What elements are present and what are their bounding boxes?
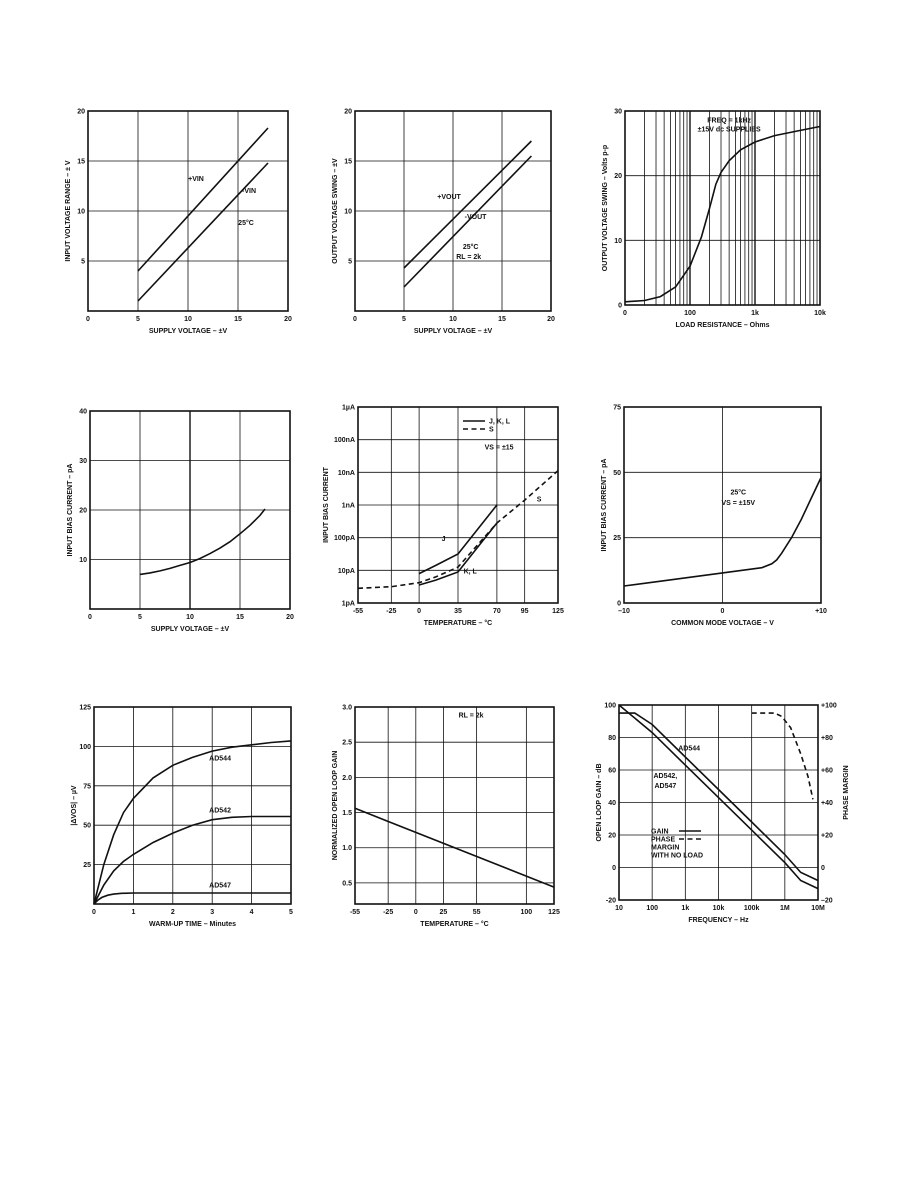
chart-7	[71, 705, 293, 929]
y-tick-label: 100	[79, 743, 91, 751]
y-tick-label: 100	[604, 702, 616, 710]
y-tick-label: 30	[79, 458, 87, 465]
y-axis-label: INPUT BIAS CURRENT – pA	[601, 458, 608, 552]
y-right-tick-label: +80	[821, 735, 833, 742]
grid	[94, 707, 291, 904]
x-tick-label: 15	[236, 614, 244, 621]
y-tick-label: 1nA	[341, 502, 355, 510]
annotation: 25°C	[462, 244, 479, 251]
annotation: 25°C	[730, 489, 747, 497]
chart-3	[602, 109, 826, 330]
plot-frame	[94, 707, 291, 904]
x-tick-label: 0	[353, 316, 357, 323]
x-axis-label: SUPPLY VOLTAGE – ±V	[413, 328, 493, 335]
y-tick-label: 30	[614, 108, 622, 116]
y-tick-label: -20	[605, 897, 616, 905]
y-tick-label: 1.5	[342, 810, 352, 818]
y-right-tick-label: –20	[821, 897, 833, 905]
y-tick-label: 0	[618, 302, 622, 310]
y-tick-label: 5	[81, 258, 85, 266]
x-tick-label: 55	[472, 909, 481, 916]
x-tick-label: 5	[136, 316, 140, 323]
y-tick-label: 1pA	[341, 600, 355, 608]
x-tick-label: 3	[210, 909, 215, 916]
grid	[90, 411, 290, 609]
x-tick-label: 100	[684, 310, 696, 317]
series-line-vout	[404, 156, 531, 287]
y-tick-label: 10	[79, 557, 87, 564]
x-tick-label: -25	[386, 608, 397, 615]
x-tick-label: 125	[548, 909, 560, 916]
y-tick-label: 0	[617, 600, 621, 608]
x-axis-label: COMMON MODE VOLTAGE – V	[671, 620, 774, 627]
annotation: K, L	[463, 568, 477, 576]
y-tick-label: 50	[83, 822, 91, 830]
y-tick-label: 10	[77, 208, 85, 216]
x-tick-label: 5	[138, 614, 142, 621]
x-tick-label: 10	[186, 614, 194, 621]
chart-2	[332, 109, 555, 336]
annotation: AD547	[654, 782, 677, 790]
x-axis-label: LOAD RESISTANCE – Ohms	[675, 322, 770, 329]
y-axis-label: OUTPUT VOLTAGE SWING – Volts p-p	[602, 144, 609, 272]
annotation: AD544	[678, 745, 701, 753]
x-tick-label: 0	[92, 909, 96, 916]
y-tick-label: 40	[79, 408, 87, 416]
x-tick-label: 125	[552, 608, 564, 615]
grid	[88, 111, 288, 311]
legend	[463, 419, 511, 434]
x-tick-label: 5	[402, 316, 406, 323]
chart-9	[596, 703, 850, 925]
x-axis-label: SUPPLY VOLTAGE – ±V	[148, 328, 228, 335]
y-tick-label: 125	[79, 704, 91, 712]
series-line-ad547	[94, 893, 291, 904]
x-tick-label: 100k	[743, 905, 760, 912]
x-tick-label: 5	[289, 909, 293, 916]
annotation: RL = 2k	[458, 712, 484, 720]
x-tick-label: 15	[234, 316, 242, 323]
x-tick-label: 95	[520, 608, 529, 615]
x-axis-label: TEMPERATURE – °C	[420, 921, 489, 928]
y-tick-label: 75	[83, 783, 91, 791]
x-axis-label: WARM-UP TIME – Minutes	[149, 921, 236, 928]
y-axis-label: INPUT VOLTAGE RANGE – ± V	[65, 160, 72, 262]
annotation: -VOUT	[464, 214, 487, 221]
x-tick-label: 10	[449, 316, 457, 323]
y-axis-label-right: PHASE MARGIN	[843, 765, 850, 820]
y-tick-label: 3.0	[342, 704, 352, 712]
x-tick-label: 100	[520, 909, 533, 916]
annotation: RL = 2k	[456, 254, 482, 261]
y-tick-label: 20	[608, 832, 616, 840]
y-tick-label: 50	[613, 469, 621, 477]
annotation: VS = ±15	[484, 444, 514, 452]
series-line-ad542	[94, 817, 291, 905]
y-tick-label: 25	[613, 535, 621, 543]
x-tick-label: 15	[498, 316, 506, 323]
y-right-tick-label: +20	[821, 832, 833, 840]
x-tick-label: 2	[170, 909, 175, 916]
y-right-tick-label: 0	[821, 865, 825, 872]
x-tick-label: -25	[383, 909, 394, 916]
y-tick-label: 1µA	[342, 404, 355, 412]
y-tick-label: 20	[614, 173, 622, 181]
legend	[651, 829, 703, 860]
series-line-phase-margin	[752, 713, 813, 799]
y-tick-label: 20	[344, 108, 352, 116]
y-tick-label: 2.0	[342, 774, 352, 782]
y-tick-label: 20	[79, 507, 87, 515]
y-tick-label: 25	[83, 862, 91, 870]
y-tick-label: 2.5	[342, 739, 352, 747]
y-tick-label: 10pA	[337, 567, 355, 575]
x-tick-label: 4	[249, 909, 254, 916]
x-tick-label: 1	[131, 909, 136, 916]
y-axis-label: NORMALIZED OPEN LOOP GAIN	[332, 750, 339, 861]
x-tick-label: -55	[352, 608, 364, 615]
y-tick-label: 10	[344, 208, 352, 216]
y-axis-label: INPUT BIAS CURRENT – pA	[67, 463, 74, 557]
grid	[619, 705, 818, 900]
x-tick-label: 0	[88, 614, 92, 621]
y-tick-label: 10nA	[337, 469, 355, 477]
series-line-input-bias-current	[140, 509, 265, 574]
annotation: FREQ = 1kHz	[707, 117, 752, 125]
annotation: ±15V dc SUPPLIES	[697, 126, 761, 134]
x-tick-label: 10	[615, 905, 623, 912]
y-tick-label: 75	[613, 404, 621, 412]
x-tick-label: -55	[349, 909, 361, 916]
x-tick-label: 10k	[814, 310, 826, 317]
x-tick-label: 35	[454, 608, 462, 615]
y-tick-label: 10	[614, 237, 622, 245]
annotation: S	[536, 496, 542, 504]
legend-label: PHASE	[651, 836, 676, 844]
y-tick-label: 0	[612, 865, 616, 872]
x-tick-label: 20	[286, 614, 294, 621]
y-axis-label: OPEN LOOP GAIN – dB	[596, 763, 603, 842]
y-tick-label: 15	[344, 158, 352, 166]
y-tick-label: 60	[608, 767, 616, 775]
chart-6	[601, 405, 827, 628]
y-right-tick-label: +60	[821, 767, 833, 775]
y-axis-label: INPUT BIAS CURRENT	[323, 467, 330, 543]
annotation: AD542,	[653, 773, 678, 781]
annotation: +VOUT	[437, 194, 461, 201]
y-tick-label: 15	[77, 158, 85, 166]
x-tick-label: 0	[413, 909, 418, 916]
x-tick-label: –10	[618, 608, 630, 615]
annotation: +VIN	[188, 176, 204, 183]
series-line-vin	[138, 128, 268, 271]
x-tick-label: 1k	[681, 905, 690, 912]
annotation: J	[441, 535, 446, 543]
legend-label: J, K, L	[489, 418, 511, 426]
chart-1	[65, 109, 292, 336]
y-tick-label: 20	[77, 108, 85, 116]
y-tick-label: 100nA	[333, 437, 355, 445]
x-axis-label: FREQUENCY – Hz	[688, 917, 749, 924]
legend-label: WITH NO LOAD	[651, 852, 704, 860]
y-tick-label: 5	[348, 258, 352, 266]
annotation: AD547	[209, 882, 231, 890]
y-tick-label: 1.0	[342, 845, 352, 853]
plot-frame	[625, 111, 820, 305]
grid	[358, 407, 558, 603]
legend-label: GAIN	[651, 828, 669, 836]
x-tick-label: 0	[623, 310, 627, 317]
annotation: AD542	[209, 807, 231, 815]
series-line-vin	[138, 163, 268, 301]
x-tick-label: 70	[492, 608, 501, 615]
y-right-tick-label: +100	[821, 702, 837, 710]
annotation: -VIN	[242, 188, 256, 195]
x-tick-label: 1M	[779, 905, 790, 912]
annotation: VS = ±15V	[721, 500, 756, 507]
x-tick-label: +10	[815, 608, 827, 615]
y-tick-label: 100pA	[333, 535, 355, 543]
x-tick-label: 1k	[751, 310, 759, 317]
y-tick-label: 80	[608, 735, 616, 742]
x-tick-label: 100	[646, 905, 659, 912]
annotation: AD544	[209, 755, 231, 763]
grid	[625, 111, 820, 305]
x-tick-label: 0	[86, 316, 90, 323]
y-right-tick-label: +40	[821, 800, 833, 807]
annotation: 25°C	[238, 220, 254, 227]
x-tick-label: 10k	[712, 905, 725, 912]
chart-4	[67, 409, 294, 634]
legend-label: S	[489, 426, 494, 434]
x-tick-label: 10	[184, 316, 192, 323]
series-line-ad544	[94, 741, 291, 904]
series-line-output-swing	[625, 127, 820, 302]
y-tick-label: 0.5	[342, 880, 352, 888]
chart-8	[332, 705, 560, 929]
x-tick-label: 20	[547, 316, 555, 323]
x-axis-label: SUPPLY VOLTAGE – ±V	[150, 626, 230, 633]
y-axis-label: OUTPUT VOLTAGE SWING – ±V	[332, 158, 339, 264]
x-tick-label: 10M	[811, 905, 825, 912]
y-axis-label: |ΔVOS| – µV	[71, 785, 78, 826]
x-axis-label: TEMPERATURE – °C	[423, 620, 493, 627]
legend-label: MARGIN	[651, 844, 680, 852]
y-tick-label: 40	[608, 800, 616, 807]
x-tick-label: 25	[439, 909, 448, 916]
x-tick-label: 0	[417, 608, 422, 615]
grid	[355, 111, 551, 311]
x-tick-label: 20	[284, 316, 292, 323]
x-tick-label: 0	[720, 608, 725, 615]
chart-5	[323, 405, 564, 628]
